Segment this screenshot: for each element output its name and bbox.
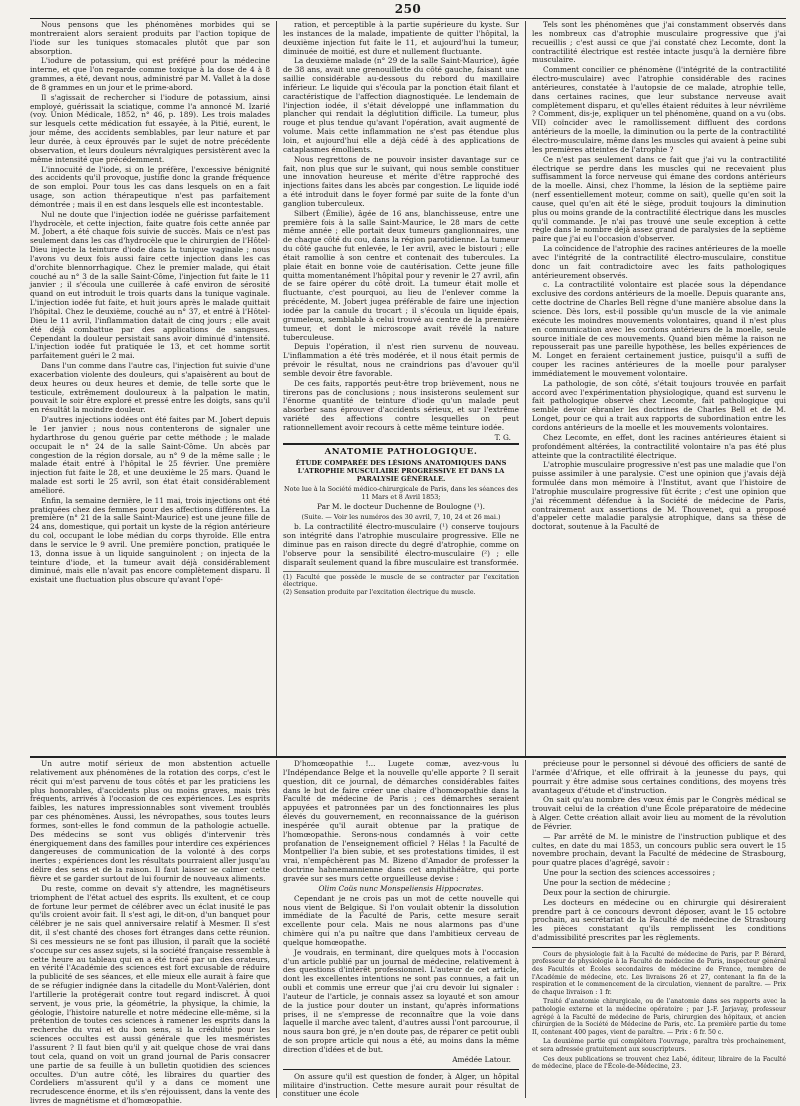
article-column-3 [525,21,786,756]
motto: Olim Coüs nunc Monspeliensis Hippocrates. [318,883,484,893]
study-title: ÉTUDE COMPARÉE DES LÉSIONS ANATOMIQUES DANS L'ATROPHIE MUSCULAIRE PROGRESSIVE ET DANS LA PARALYSIE GÉNÉRALE. [295,458,507,483]
paragraph: c. La contractilité volontaire est placée sous la dépendance exclusive des cordons antérieurs de la moelle. Depuis quarante ans, cette doctrine de Charles Bell règne d'une manière absolue dans la science. Dès lors, est-il possible qu'un muscle de la vie animale exécute les moindres mouvements volontaires, quand il n'est plus en communication avec les cordons antérieurs de la moelle, seule source initiale de ces mouvements. Quand bien même la raison ne repousserait pas une pareille hypothèse, les belles expériences de M. Longet en feraient certainement justice, puisqu'il a suffi de couper les racines antérieures de la moelle pour paralyser immédiatement le mouvement volontaire. [532,280,787,378]
paragraph: De ces faits, rapportés peut-être trop brièvement, nous ne tirerons pas de conclusions ; nous insisterons seulement sur l'énorme quantité de teinture d'iode qu'un malade peut absorber sans éprouver d'accidents sérieux, et sur l'extrême variété des affections contre lesquelles on peut rationnellement avoir recours à cette même teinture iodée. [283,378,519,432]
paragraph: L'iodure de potassium, qui est préféré pour la médecine interne, et que l'on regarde comme toxique à la dose de 4 à 8 grammes, a été, devant nous, administré par M. Vallet à la dose de 8 grammes en un jour et le prime-abord. [30,56,270,92]
paragraph: — Par arrêté de M. le ministre de l'instruction publique et des cultes, en date du mai 1853, un concours public sera ouvert le 15 novembre prochain, devant la Faculté de médecine de Strasbourg, pour quatre places d'agrégé, savoir : [532,831,786,868]
notice: Ces deux publications se trouvent chez Labé, éditeur, libraire de la Faculté de médecine, place de l'École-de-Médecine, 23. [532,1055,786,1071]
paragraph: L'atrophie musculaire progressive n'est pas une maladie que l'on puisse assimiler à une paralysie. C'est une opinion que j'avais déjà formulée dans mon mémoire à l'Institut, avant que l'histoire de l'atrophie musculaire progressive fût écrite ; c'est une opinion que j'ai récemment défendue à la Société de médecine de Paris, contrairement aux assertions de M. Thouvenet, qui a proposé d'appeler cette maladie paralysie atrophique, dans sa thèse de doctorat, soutenue à la Faculté de [532,460,786,532]
article-column-2 [276,21,525,756]
footnote: (1) Faculté que possède le muscle de se contracter par l'excitation électrique. [283,573,519,589]
paragraph: Dans l'un comme dans l'autre cas, l'injection fut suivie d'une exacerbation violente des douleurs, qui s'apaisèrent au bout de deux heures ou deux heures et demie, de telle sorte que le testicule, extrêmement douloureux à la palpation le matin, pouvait le soir être exploré et pressé entre les doigts, sans qu'il en résultât la moindre douleur. [30,361,270,415]
author-line: Par M. le docteur Duchenne de Boulogne (¹). [317,501,485,511]
paragraph: Cependant je ne crois pas un mot de cette nouvelle qui nous vient de Belgique. Si l'on voulait obtenir la dissolution immédiate de la Faculté de Paris, cette mesure serait excellente pour cela. Mais ne nous alarmons pas d'une chimère qui n'a pu naître que dans l'ambitieux cerveau de quelque homœopathe. [283,893,519,947]
feuilleton-column-3 [525,760,786,1098]
paragraph: L'innocuité de l'iode, si on le préfère, l'excessive bénignité des accidents qu'il provoque, justifie donc la grande fréquence de son emploi. Pour tous les cas dans lesquels on en a fait usage, son action thérapeutique n'est pas parfaitement démontrée ; mais il en est dans lesquels elle est incontestable. [30,164,270,209]
list-item: Une pour la section des sciences accessoires ; [543,868,716,878]
paragraph: D'autres injections iodées ont été faites par M. Jobert depuis le 1er janvier ; nous nous contenterons de signaler une hydarthrose du genou guérie par cette méthode ; le malade occupait le n° 24 de la salle Saint-Côme. Un abcès par congestion de la région dorsale, au n° 9 de la même salle ; le malade était entré à l'hôpital le 25 février. Une première injection fut faite le 28, et une deuxième le 25 mars. Quand le malade est sorti le 25 avril, son état était considérablement amélioré. [30,415,270,495]
study-note: Note lue à la Société médico-chirurgicale de Paris, dans les séances des 11 Mars et 8 Avril 1853; [284,484,518,501]
continuation-note: (Suite. — Voir les numéros des 30 avril, 7, 10, 24 et 26 mai.) [301,512,501,521]
paragraph: Tels sont les phénomènes que j'ai constamment observés dans les nombreux cas d'atrophie musculaire progressive que j'ai recueillis ; c'est aussi ce que j'ai constaté chez Lecomte, dont la contractilité électrique est restée intacte jusqu'à la dernière fibre musculaire. [532,20,786,65]
notice: La deuxième partie qui complétera l'ouvrage, paraîtra très prochainement, et sera adressée gratuitement aux souscripteurs. [532,1038,786,1053]
paragraph: Du reste, comme on devait s'y attendre, les magnétiseurs triomphent de l'état actuel des esprits. Ils exultent, et ce coup de fortune leur permet de célébrer avec un éclat inusité le pas qu'ils croient avoir fait. Il s'est agi, le dit-on, d'un banquet pour célébrer je ne sais quel anniversaire relatif à Mesmer. Il s'est dit, il s'est chanté des choses fort étranges dans cette réunion. Si ces messieurs ne se font pas illusion, il paraît que la société s'occupe sur ces assez sujets, si la société française ressemble à cette heure au tableau qui en a été tracé par un des orateurs, en vérité l'Académie des sciences est fort excusable de réduire la publicité de ses séances, et elle mieux elle aurait à faire que de se réfugier indignée dans la citadelle du Mont-Valérien, dont l'artillerie la protégerait contre tout regard indiscret. À quoi servent, je vous prie, la géométrie, la physique, la chimie, la géologie, l'histoire naturelle et notre médecine elle-même, si la prétention de toutes ces sciences à ramener les esprits dans la recherche du vrai et du bon sens, si la crédulité pour les sciences occultes est aussi générale que les mesméristes l'assurent ? Il faut bien qu'il y ait quelque chose de vrai dans tout cela, quand on voit un grand journal de Paris consacrer une partie de sa feuille à un bulletin quotidien des sciences occultes. D'un autre côté, les libraires du quartier des Cordeliers m'assurent qu'il y a dans ce moment une recrudescence énorme, et ils s'en réjouissent, dans la vente des livres de magnétisme et d'homœopathie. [30,883,271,1106]
paragraph: La pathologie, de son côté, s'était toujours trouvée en parfait accord avec l'expérimentation physiologique, quand est survenu le fait pathologique observé chez Lecomte, fait pathologique qui semble devoir ébranler les doctrines de Charles Bell et de M. Longet, pour ce qui a trait aux rapports de subordination entre les cordons antérieurs de la moelle et les mouvements volontaires. [532,378,786,432]
article-signature: T. G. [494,432,511,442]
paragraph: Silbert (Émilie), âgée de 16 ans, blanchisseuse, entre une première fois à la salle Saint-Maurice, le 28 mars de cette même année ; elle portait deux tumeurs ganglionnaires, une de chaque côté du cou, dans la région parotidienne. La tumeur du côté gauche fut enlevée, le 1er avril, avec le bistouri ; elle était ramollie à son centre et contenait des tubercules. La plaie était en bonne voie de cautérisation. Cette jeune fille quitta momentanément l'hôpital pour y revenir le 27 avril, afin de se faire opérer du côté droit. La tumeur était molle et fluctuante, c'est pourquoi, au lieu de l'enlever comme la précédente, M. Jobert jugea préférable de faire une injection iodée par la canule du trocart ; il s'écoula un liquide épais, grumeleux, semblable à celui trouvé au centre de la première tumeur, et dont le microscope avait révélé la nature tuberculeuse. [283,208,519,342]
paragraph: D'homœopathie !... Lugete comæ, avez-vous lu l'Indépendance Belge et la nouvelle qu'elle apporte ? Il serait question, dit ce journal, de démarches considérables faites dans le but de faire créer une chaire d'homœopathie dans la Faculté de médecine de Paris ; ces démarches seraient appuyées et patronnées par un des fonctionnaires les plus élevés du gouvernement, en reconnaissance de la guérison inespérée qu'il aurait obtenue par la pratique de l'homœopathie. Serons-nous condamnés à voir cette profanation de l'enseignement officiel ? Hélas ! la Faculté de Montpellier l'a bien subie, et ses protestations timides, il est vrai, n'empêchèrent pas M. Bizeno d'Amador de professer la doctrine hahnemannienne dans cet amphithéâtre, qui porte gravée sur ses murs cette orgueilleuse devise : [283,759,519,883]
paragraph: Les docteurs en médecine ou en chirurgie qui désireraient prendre part à ce concours devront déposer, avant le 15 octobre prochain, au secrétariat de la Faculté de médecine de Strasbourg les pièces constatant qu'ils remplissent les conditions d'admissibilité prescrites par les règlements. [532,897,786,943]
list-item: Une pour la section de médecine ; [543,877,671,887]
main-article [30,21,786,756]
list-item: Deux pour la section de chirurgie. [543,887,671,897]
paragraph: La deuxième malade (n° 29 de la salle Saint-Maurice), âgée de 38 ans, avait une grenouillette du côté gauche, faisant une saillie considérable au-dessous du rebord du maxillaire inférieur. Le liquide qui s'écoula par la ponction était filant et caractéristique de l'affection diagnostiquée. Le lendemain de l'injection iodée, il s'était développé une inflammation du plancher qui rendait la déglutition difficile. La tumeur, plus rouge et plus tendue qu'avant l'opération, avait augmenté de volume. Mais cette inflammation ne s'est pas étendue plus loin, et aujourd'hui elle a déjà cédé à des applications de cataplasmes émollients. [283,56,519,154]
paragraph: Je voudrais, en terminant, dire quelques mots à l'occasion d'un article publié par un journal de médecine, relativement à des questions d'intérêt professionnel. L'auteur de cet article, dont les excellentes intentions ne sont pas connues, a fait un oubli et commis une erreur que j'ai cru devoir lui signaler : l'auteur de l'article, je connais assez sa loyauté et son amour de la justice pour douter un instant, qu'après informations prises, il ne s'empresse de reconnaître que la voie dans laquelle il marche avec talent, d'autres aussi l'ont parcourue, il nous saura bon gré, je n'en doute pas, de réparer ce petit oubli de son propre article qui nous a été, au moins dans la même direction d'idées et de but. [283,947,519,1054]
paragraph: Nous pensons que les phénomènes morbides qui se montreraient alors seraient produits par l'action topique de l'iode sur les tuniques stomacales plutôt que par son absorption. [30,20,270,56]
feuilleton-divider [30,756,786,758]
footnote: (2) Sensation produite par l'excitation électrique du muscle. [283,589,476,597]
section-title: ANATOMIE PATHOLOGIQUE. [324,446,478,457]
feuilleton-signature: Amédée Latour. [452,1054,511,1064]
paragraph: ration, et perceptible à la partie supérieure du kyste. Sur les instances de la malade, impatiente de quitter l'hôpital, la deuxième injection fut faite le 11, et aujourd'hui la tumeur, diminuée de moitié, est dure et nullement fluctuante. [283,20,519,56]
feuilleton-column-1 [30,759,276,1106]
rule [283,1069,519,1070]
paragraph: Comment concilier ce phénomène (l'intégrité de la contractilité électro-musculaire) avec l'atrophie considérable des racines antérieures, constatée à l'autopsie de ce malade, atrophie telle, dans certaines racines, que leur substance nerveuse avait complètement disparu, et qu'elles étaient réduites à leur névrilème ? Comment, dis-je, expliquer un tel phénomène, quand on a vu (obs. VII) coïncider avec le ramollissement diffluent des cordons antérieurs de la moelle, la diminution ou la perte de la contractilité électro-musculaire, même dans les muscles qui avaient à peine subi les premières atteintes de l'atrophie ? [532,65,786,154]
feuilleton [30,759,786,1106]
paragraph: On assure qu'il est question de fonder, à Alger, un hôpital militaire d'instruction. Cette mesure aurait pour résultat de constituer une école [283,1071,519,1099]
paragraph: Nul ne doute que l'injection iodée ne guérisse parfaitement l'hydrocèle, et cette injection, faite quatre fois cette année par M. Jobert, a été chaque fois suivie de succès. Mais ce n'est pas seulement dans les cas d'hydrocèle que le chirurgien de l'Hôtel-Dieu injecte la teinture d'iode dans la tunique vaginale ; nous l'avons vu deux fois aussi faire cette injection dans les cas d'orchite blennorrhagique. Chez le premier malade, qui était couché au n° 3 de la salle Saint-Côme, l'injection fut faite le 11 janvier ; il s'écoula une cuillerée à café environ de sérosité quand on eut introduit le trois quarts dans la tunique vaginale. L'injection iodée fut faite, et huit jours après le malade quittait l'hôpital. Chez le deuxième, couché au n° 37, et entré à l'Hôtel-Dieu le 11 avril, l'inflammation datait de cinq jours ; elle avait été déjà combattue par des applications de sangsues. Cependant la douleur persistait sans avoir diminué d'intensité. L'injection iodée fut pratiquée le 13, et cet homme sortit parfaitement guéri le 2 mai. [30,209,270,361]
paragraph: Chez Lecomte, en effet, dont les racines antérieures étaient si profondément altérées, la contractilité volontaire n'a pas été plus atteinte que la contractilité électrique. [532,432,786,460]
footnotes [283,571,519,597]
paragraph: Ce n'est pas seulement dans ce fait que j'ai vu la contractilité électrique se perdre dans les muscles qui ne recevaient plus suffisamment la force nerveuse qui émane des cordons antérieurs de la moelle. Ainsi, chez l'homme, la lésion de la septième paire (nerf essentiellement moteur, comme on sait), quelle qu'en soit la cause, quel qu'en ait été le siège, produit toujours la diminution plus ou moins grande de la contractilité électrique dans les muscles qu'il commande. Je n'ai pas trouvé une seule exception à cette règle dans le nombre déjà assez grand de paralysies de la septième paire que j'ai eu l'occasion d'observer. [532,154,786,244]
page-number: 250 [394,2,422,16]
notice: Traité d'anatomie chirurgicale, ou de l'anatomie dans ses rapports avec la pathologie externe et la médecine opératoire ; par J.-F. Jarjavay, professeur agrégé à la Faculté de médecine de Paris, chirurgien des hôpitaux, et ancien chirurgien de la Société de Médecine de Paris, etc. La première partie du tome II, contenant 400 pages, vient de paraître. — Prix : 6 fr. 50 c. [532,998,786,1036]
feuilleton-column-2 [276,760,525,1098]
notice: Cours de physiologie fait à la Faculté de médecine de Paris, par P. Bérard, professeur de physiologie à la Faculté de médecine de Paris, inspecteur général des Facultés et Écoles secondaires de médecine de France, membre de l'Académie de médecine, etc. Les livraisons 26 et 27, contenant la fin de la respiration et le commencement de la circulation, viennent de paraître. — Prix de chaque livraison : 1 fr. [532,950,786,996]
paragraph: Nous regrettons de ne pouvoir insister davantage sur ce fait, non plus que sur le suivant, qui nous semble constituer une innovation heureuse et mérite d'être rapproché des injections faites dans les abcès par congestion. Le liquide iodé a été introduit dans le foyer formé par suite de la fonte d'un ganglion tuberculeux. [283,154,519,208]
paragraph: précieuse pour le personnel si dévoué des officiers de santé de l'armée d'Afrique, et elle offrirait à la jeunesse du pays, qui pourrait y être admise sous certaines conditions, des moyens très avantageux d'étude et d'instruction. [532,759,786,795]
publisher-notices [532,951,786,1071]
article-column-1 [30,21,276,756]
section-divider [283,443,519,445]
paragraph: b. La contractilité électro-musculaire (¹) conserve toujours son intégrité dans l'atrophie musculaire progressive. Elle ne diminue pas en raison directe du degré d'atrophie, comme on l'observe pour la sensibilité électro-musculaire (²) ; elle disparaît seulement quand la fibre musculaire est transformée. [283,522,519,567]
rule [532,947,786,948]
paragraph: Un autre motif sérieux de mon abstention actuelle relativement aux phénomènes de la rotation des corps, c'est le récit qui m'est parvenu de tous côtés et par les praticiens les plus honorables, d'accidents plus ou moins graves, mais très fréquents, arrivés à l'occasion de ces expériences. Les esprits faibles, les natures impressionnables sont vivement troublés par ces phénomènes. Aussi, les névropathes, sous toutes leurs formes, sont-elles le fond commun de la pathologie actuelle. Des médecins se sont vus obligés d'intervenir très énergiquement dans des familles pour interdire ces expériences dangereuses de communication de la volonté à des corps inertes ; expériences dont les résultats pourraient aller jusqu'au délire des sens et de la raison. Il faut laisser se calmer cette fièvre et se garder surtout de lui fournir de nouveaux aliments. [30,759,270,883]
paragraph: Il s'agissait de rechercher si l'iodure de potassium, ainsi employé, guérissait la sciatique, comme l'a annoncé M. Izarié (voy. Union Médicale, 1852, n° 46, p. 189). Les trois malades sur lesquels cette médication fut essayée, à la Pitié, eurent, le jour même, des accidents semblables, par leur nature et par leur durée, à ceux éprouvés par le sujet de notre précédente observation, et leurs douleurs névralgiques persistèrent avec la même intensité que précédemment. [30,92,270,164]
paragraph: On sait qu'au nombre des vœux émis par le Congrès médical se trouvait celui de la création d'une École préparatoire de médecine à Alger. Cette création allait avoir lieu au moment de la révolution de Février. [532,795,786,831]
paragraph: Depuis l'opération, il n'est rien survenu de nouveau. L'inflammation a été très modérée, et il nous était permis de prévoir le résultat, nous ne craindrions pas d'avouer qu'il semble devoir être favorable. [283,342,519,378]
page-header [30,2,786,19]
paragraph: La coïncidence de l'atrophie des racines antérieures de la moelle avec l'intégrité de la contractilité électro-musculaire, constitue donc un fait contradictoire avec les faits pathologiques antérieurement observés. [532,244,786,280]
paragraph: Enfin, la semaine dernière, le 11 mai, trois injections ont été pratiquées chez des femmes pour des affections différentes. La première (n° 21 de la salle Saint-Maurice) est une jeune fille de 24 ans, domestique, qui portait un kyste de la région antérieure du col, occupant le lobe médian du corps thyroïde. Elle entra dans le service le 9 avril. Une première ponction, pratiquée le 13, donna issue à un liquide sanguinolent ; on injecta de la teinture d'iode, et la tumeur avait déjà considérablement diminué, mais elle n'avait pas encore complètement disparu. Il existait une fluctuation plus obscure qu'avant l'opé- [30,495,270,585]
